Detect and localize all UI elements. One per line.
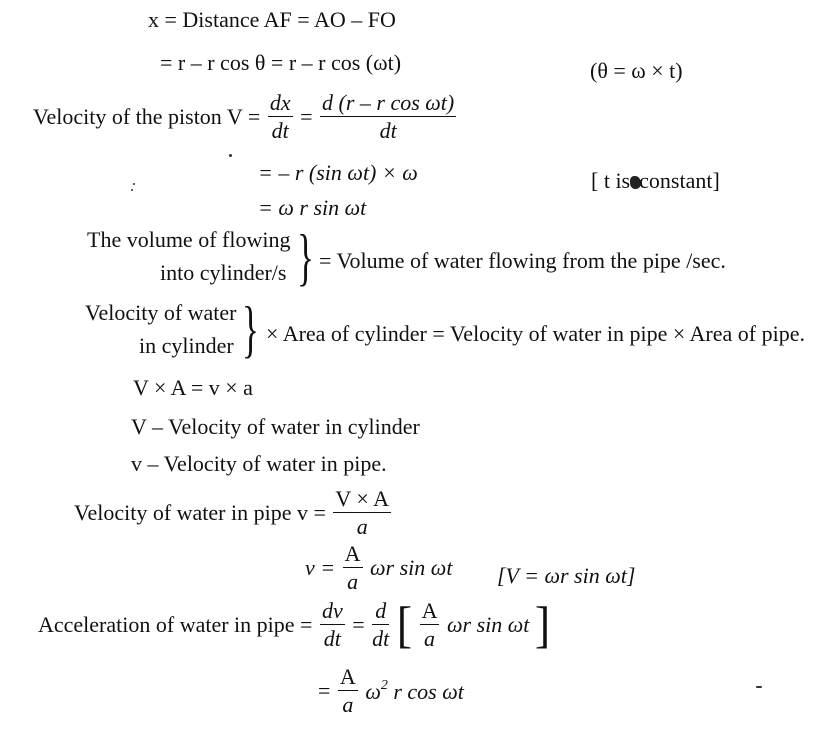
fraction-derivative: $\frac{\text{d (r – r cos ωt)}}{dt}$ bbox=[322, 90, 455, 143]
stray-dot bbox=[131, 189, 133, 191]
eq-displacement-expanded bbox=[160, 52, 401, 74]
volume-right: = Volume of water flowing from the pipe /sec. bbox=[319, 248, 726, 273]
eq-velocity-derivative: = – r (sin ωt) × ω bbox=[258, 160, 418, 185]
eq-pipe-velocity-expanded: v = $\frac{A}{a}$ ωr sin ωt bbox=[305, 541, 453, 594]
definition-cylinder-velocity: V – Velocity of water in cylinder bbox=[131, 414, 420, 439]
eq-piston-velocity: Velocity of the piston V = $\frac{dx}{dt}$ = $\frac{\text{d (r – r cos ωt)}}{dt}$ bbox=[33, 90, 455, 143]
fraction-A-over-a: $\frac{A}{a}$ bbox=[344, 541, 361, 594]
velocity-right: × Area of cylinder = Velocity of water in pipe × Area of pipe. bbox=[266, 321, 805, 346]
stray-dot bbox=[229, 154, 232, 157]
stray-dot bbox=[133, 183, 135, 185]
eq-velocity-result: = ω r sin ωt bbox=[258, 195, 367, 220]
velocity-left-line1: Velocity of water bbox=[85, 300, 237, 325]
eq-continuity: V × A = v × a bbox=[133, 375, 253, 400]
fraction-A-over-a: $\frac{A}{a}$ bbox=[339, 664, 356, 717]
theta-note: (θ = ω × t) bbox=[590, 58, 683, 83]
stray-dot bbox=[756, 686, 762, 688]
velocity-left-line2: in cylinder bbox=[139, 333, 234, 358]
left-bracket: [ bbox=[396, 596, 413, 653]
eq-acceleration: Acceleration of water in pipe = $\frac{dv}{dt}$ = $\frac{d}{dt}$ [ $\frac{A}{a}$ ωr sin ωt ] bbox=[38, 596, 551, 653]
eq-pipe-velocity: Velocity of water in pipe v = $\frac{V \times A}{a}$ bbox=[74, 486, 389, 539]
constant-note: [ t is constant] bbox=[591, 168, 720, 193]
fraction-A-over-a: $\frac{A}{a}$ bbox=[421, 598, 438, 651]
eq-displacement-text: x = Distance AF = AO – FO bbox=[148, 7, 396, 32]
piston-velocity-label: Velocity of the piston V = bbox=[33, 104, 261, 129]
right-brace: } bbox=[242, 293, 259, 364]
right-brace: } bbox=[297, 221, 314, 292]
fraction-VA-over-a: $\frac{V \times A}{a}$ bbox=[335, 486, 389, 539]
volume-left-line1: The volume of flowing bbox=[87, 227, 291, 252]
definition-pipe-velocity: v – Velocity of water in pipe. bbox=[131, 451, 387, 476]
volume-left-line2: into cylinder/s bbox=[160, 260, 287, 285]
substitution-note: [V = ωr sin ωt] bbox=[497, 563, 636, 588]
fraction-d-dt: $\frac{d}{dt}$ bbox=[372, 598, 390, 651]
fraction-dx-dt: $\frac{dx}{dt}$ bbox=[269, 90, 291, 143]
eq-displacement-expanded-text: = r – r cos θ = r – r cos (ωt) bbox=[160, 50, 402, 75]
fraction-dv-dt: $\frac{dv}{dt}$ bbox=[321, 598, 343, 651]
right-bracket: ] bbox=[534, 596, 551, 653]
eq-displacement bbox=[148, 9, 396, 31]
eq-acceleration-result: = $\frac{A}{a}$ $\omega^2$ r cos ωt bbox=[318, 664, 464, 717]
